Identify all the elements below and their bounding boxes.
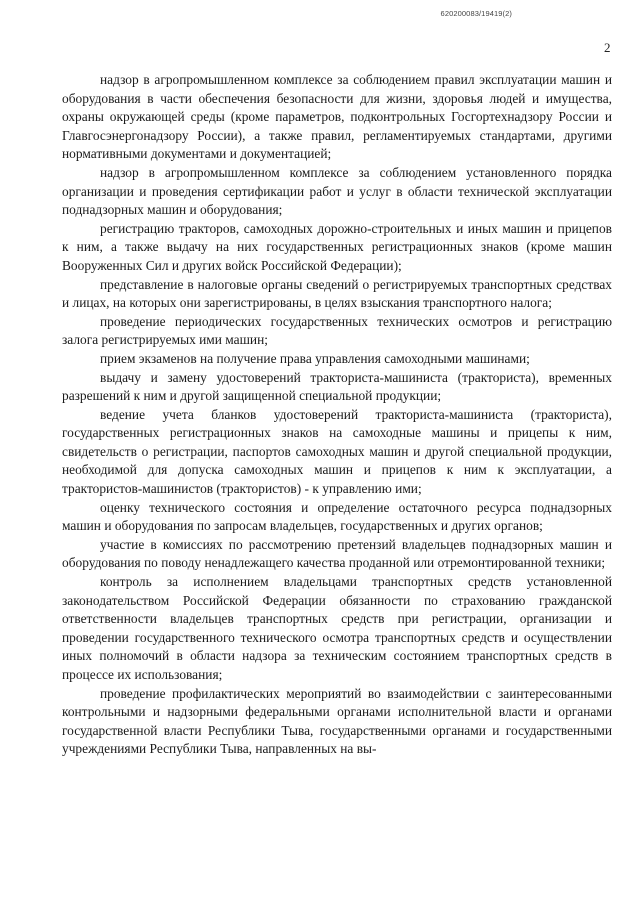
paragraph: контроль за исполнением владельцами транспортных средств установленной законодательством Российской Федерации обязанности по страхованию гражданской ответственности владельцев транспортных средств при регистрации, организации и проведении государственного технического осмотра транспортных средств и осуществлении иных полномочий в области надзора за техническим состоянием транспортных средств в процессе их использования;: [62, 574, 612, 682]
document-body: [62, 71, 612, 759]
paragraph: регистрацию тракторов, самоходных дорожно-строительных и иных машин и прицепов к ним, а также выдачу на них государственных регистрационных знаков (кроме машин Вооруженных Сил и других войск Российской Федерации);: [62, 220, 612, 273]
paragraph: оценку технического состояния и определение остаточного ресурса поднадзорных машин и оборудования по запросам владельцев, государственных и других органов;: [62, 499, 612, 534]
paragraph: проведение периодических государственных технических осмотров и регистрацию залога регистрируемых ими машин;: [62, 313, 612, 348]
paragraph: ведение учета бланков удостоверений тракториста-машиниста (тракториста), государственных регистрационных знаков на самоходные машины и прицепы к ним, свидетельств о регистрации, паспортов самоходных машин и другой специальной продукции, необходимой для допуска самоходных машин и прицепов к ним к эксплуатации, а трактористов-машинистов (трактористов) - к управлению ими;: [62, 406, 612, 497]
paragraph: выдачу и замену удостоверений тракториста-машиниста (тракториста), временных разрешений к ним и другой защищенной специальной продукции;: [62, 369, 612, 404]
paragraph: надзор в агропромышленном комплексе за соблюдением правил эксплуатации машин и оборудования в части обеспечения безопасности для жизни, здоровья людей и имущества, охраны окружающей среды (кроме параметров, подконтрольных Госгортехнадзору России и Главгосэнергонадзору России), а также правил, регламентируемых стандартами, другими нормативными документами и документацией;: [62, 72, 612, 162]
paragraph: участие в комиссиях по рассмотрению претензий владельцев поднадзорных машин и оборудования по поводу ненадлежащего качества проданной или отремонтированной техники;: [62, 536, 612, 571]
paragraph: проведение профилактических мероприятий во взаимодействии с заинтересованными контрольными и надзорными федеральными органами исполнительной власти и органами государственной власти Республики Тыва, государственными органами и государственными учреждениями Республики Тыва, направленных на вы-: [62, 685, 612, 757]
paragraph: представление в налоговые органы сведений о регистрируемых транспортных средствах и лицах, на которых они зарегистрированы, в целях взыскания транспортного налога;: [62, 276, 612, 311]
page-number: 2: [604, 40, 611, 55]
paragraph: надзор в агропромышленном комплексе за соблюдением установленного порядка организации и проведения сертификации работ и услуг в области технической эксплуатации поднадзорных машин и оборудования;: [62, 164, 612, 218]
document-id: 620200083/19419(2): [440, 9, 512, 18]
paragraph: прием экзаменов на получение права управления самоходными машинами;: [100, 350, 530, 366]
